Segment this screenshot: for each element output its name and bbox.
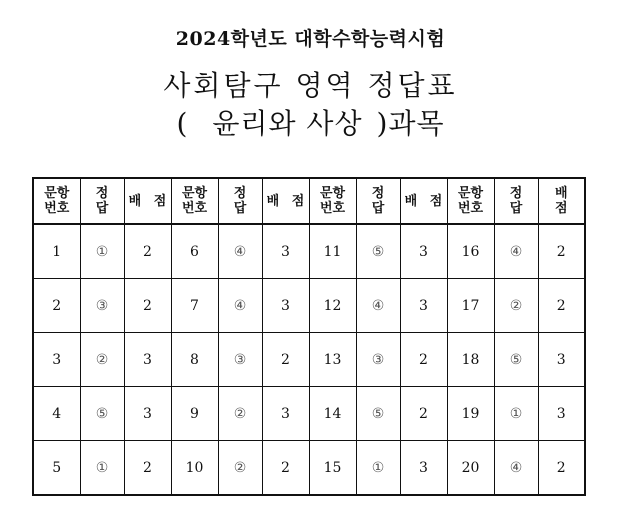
question-number: 9 bbox=[171, 387, 218, 441]
question-number: 1 bbox=[33, 224, 80, 279]
correct-answer: ④ bbox=[218, 224, 262, 279]
correct-answer: ④ bbox=[218, 279, 262, 333]
col-header-answer: 정 답 bbox=[80, 178, 124, 224]
correct-answer: ⑤ bbox=[80, 387, 124, 441]
answer-table bbox=[32, 177, 586, 496]
points: 2 bbox=[400, 387, 447, 441]
correct-answer: ④ bbox=[494, 224, 538, 279]
question-number: 6 bbox=[171, 224, 218, 279]
exam-title: 2024학년도 대학수학능력시험 bbox=[175, 28, 446, 50]
question-number: 3 bbox=[33, 333, 80, 387]
col-header-points: 배 점 bbox=[538, 178, 585, 224]
table-row bbox=[33, 333, 585, 387]
correct-answer: ③ bbox=[218, 333, 262, 387]
points: 3 bbox=[538, 333, 585, 387]
correct-answer: ① bbox=[80, 441, 124, 496]
correct-answer: ① bbox=[356, 441, 400, 496]
points: 3 bbox=[400, 279, 447, 333]
col-header-question-number: 문항 번호 bbox=[33, 178, 80, 224]
correct-answer: ② bbox=[80, 333, 124, 387]
question-number: 7 bbox=[171, 279, 218, 333]
question-number: 18 bbox=[447, 333, 494, 387]
points: 3 bbox=[400, 441, 447, 496]
points: 2 bbox=[124, 224, 171, 279]
question-number: 5 bbox=[33, 441, 80, 496]
points: 2 bbox=[124, 279, 171, 333]
correct-answer: ① bbox=[80, 224, 124, 279]
question-number: 14 bbox=[309, 387, 356, 441]
col-header-answer: 정 답 bbox=[356, 178, 400, 224]
question-number: 20 bbox=[447, 441, 494, 496]
points: 2 bbox=[538, 224, 585, 279]
question-number: 8 bbox=[171, 333, 218, 387]
points: 3 bbox=[262, 279, 309, 333]
points: 2 bbox=[262, 441, 309, 496]
question-number: 4 bbox=[33, 387, 80, 441]
question-number: 19 bbox=[447, 387, 494, 441]
points: 2 bbox=[262, 333, 309, 387]
question-number: 2 bbox=[33, 279, 80, 333]
table-row bbox=[33, 279, 585, 333]
points: 2 bbox=[400, 333, 447, 387]
question-number: 17 bbox=[447, 279, 494, 333]
question-number: 13 bbox=[309, 333, 356, 387]
correct-answer: ③ bbox=[356, 333, 400, 387]
correct-answer: ④ bbox=[494, 441, 538, 496]
answer-sheet-title: 사회탐구 영역 정답표 bbox=[163, 69, 458, 102]
subject-title bbox=[0, 102, 621, 142]
correct-answer: ④ bbox=[356, 279, 400, 333]
col-header-question-number: 문항 번호 bbox=[309, 178, 356, 224]
subject-close-paren: )과목 bbox=[376, 107, 445, 140]
table-row bbox=[33, 387, 585, 441]
points: 3 bbox=[400, 224, 447, 279]
correct-answer: ⑤ bbox=[356, 224, 400, 279]
question-number: 11 bbox=[309, 224, 356, 279]
col-header-question-number: 문항 번호 bbox=[447, 178, 494, 224]
col-header-points: 배 점 bbox=[262, 178, 309, 224]
table-row bbox=[33, 224, 585, 279]
correct-answer: ① bbox=[494, 387, 538, 441]
correct-answer: ⑤ bbox=[356, 387, 400, 441]
correct-answer: ② bbox=[494, 279, 538, 333]
points: 3 bbox=[124, 333, 171, 387]
col-header-points: 배 점 bbox=[124, 178, 171, 224]
points: 2 bbox=[124, 441, 171, 496]
question-number: 15 bbox=[309, 441, 356, 496]
col-header-question-number: 문항 번호 bbox=[171, 178, 218, 224]
col-header-answer: 정 답 bbox=[494, 178, 538, 224]
correct-answer: ② bbox=[218, 441, 262, 496]
subject-name: 윤리와 사상 bbox=[212, 107, 363, 140]
points: 3 bbox=[124, 387, 171, 441]
correct-answer: ③ bbox=[80, 279, 124, 333]
points: 2 bbox=[538, 279, 585, 333]
points: 3 bbox=[538, 387, 585, 441]
subject-open-paren: ( bbox=[176, 107, 189, 140]
points: 3 bbox=[262, 387, 309, 441]
question-number: 10 bbox=[171, 441, 218, 496]
points: 2 bbox=[538, 441, 585, 496]
correct-answer: ⑤ bbox=[494, 333, 538, 387]
question-number: 12 bbox=[309, 279, 356, 333]
question-number: 16 bbox=[447, 224, 494, 279]
correct-answer: ② bbox=[218, 387, 262, 441]
col-header-points: 배 점 bbox=[400, 178, 447, 224]
table-row bbox=[33, 441, 585, 496]
col-header-answer: 정 답 bbox=[218, 178, 262, 224]
points: 3 bbox=[262, 224, 309, 279]
header-row bbox=[33, 178, 585, 224]
